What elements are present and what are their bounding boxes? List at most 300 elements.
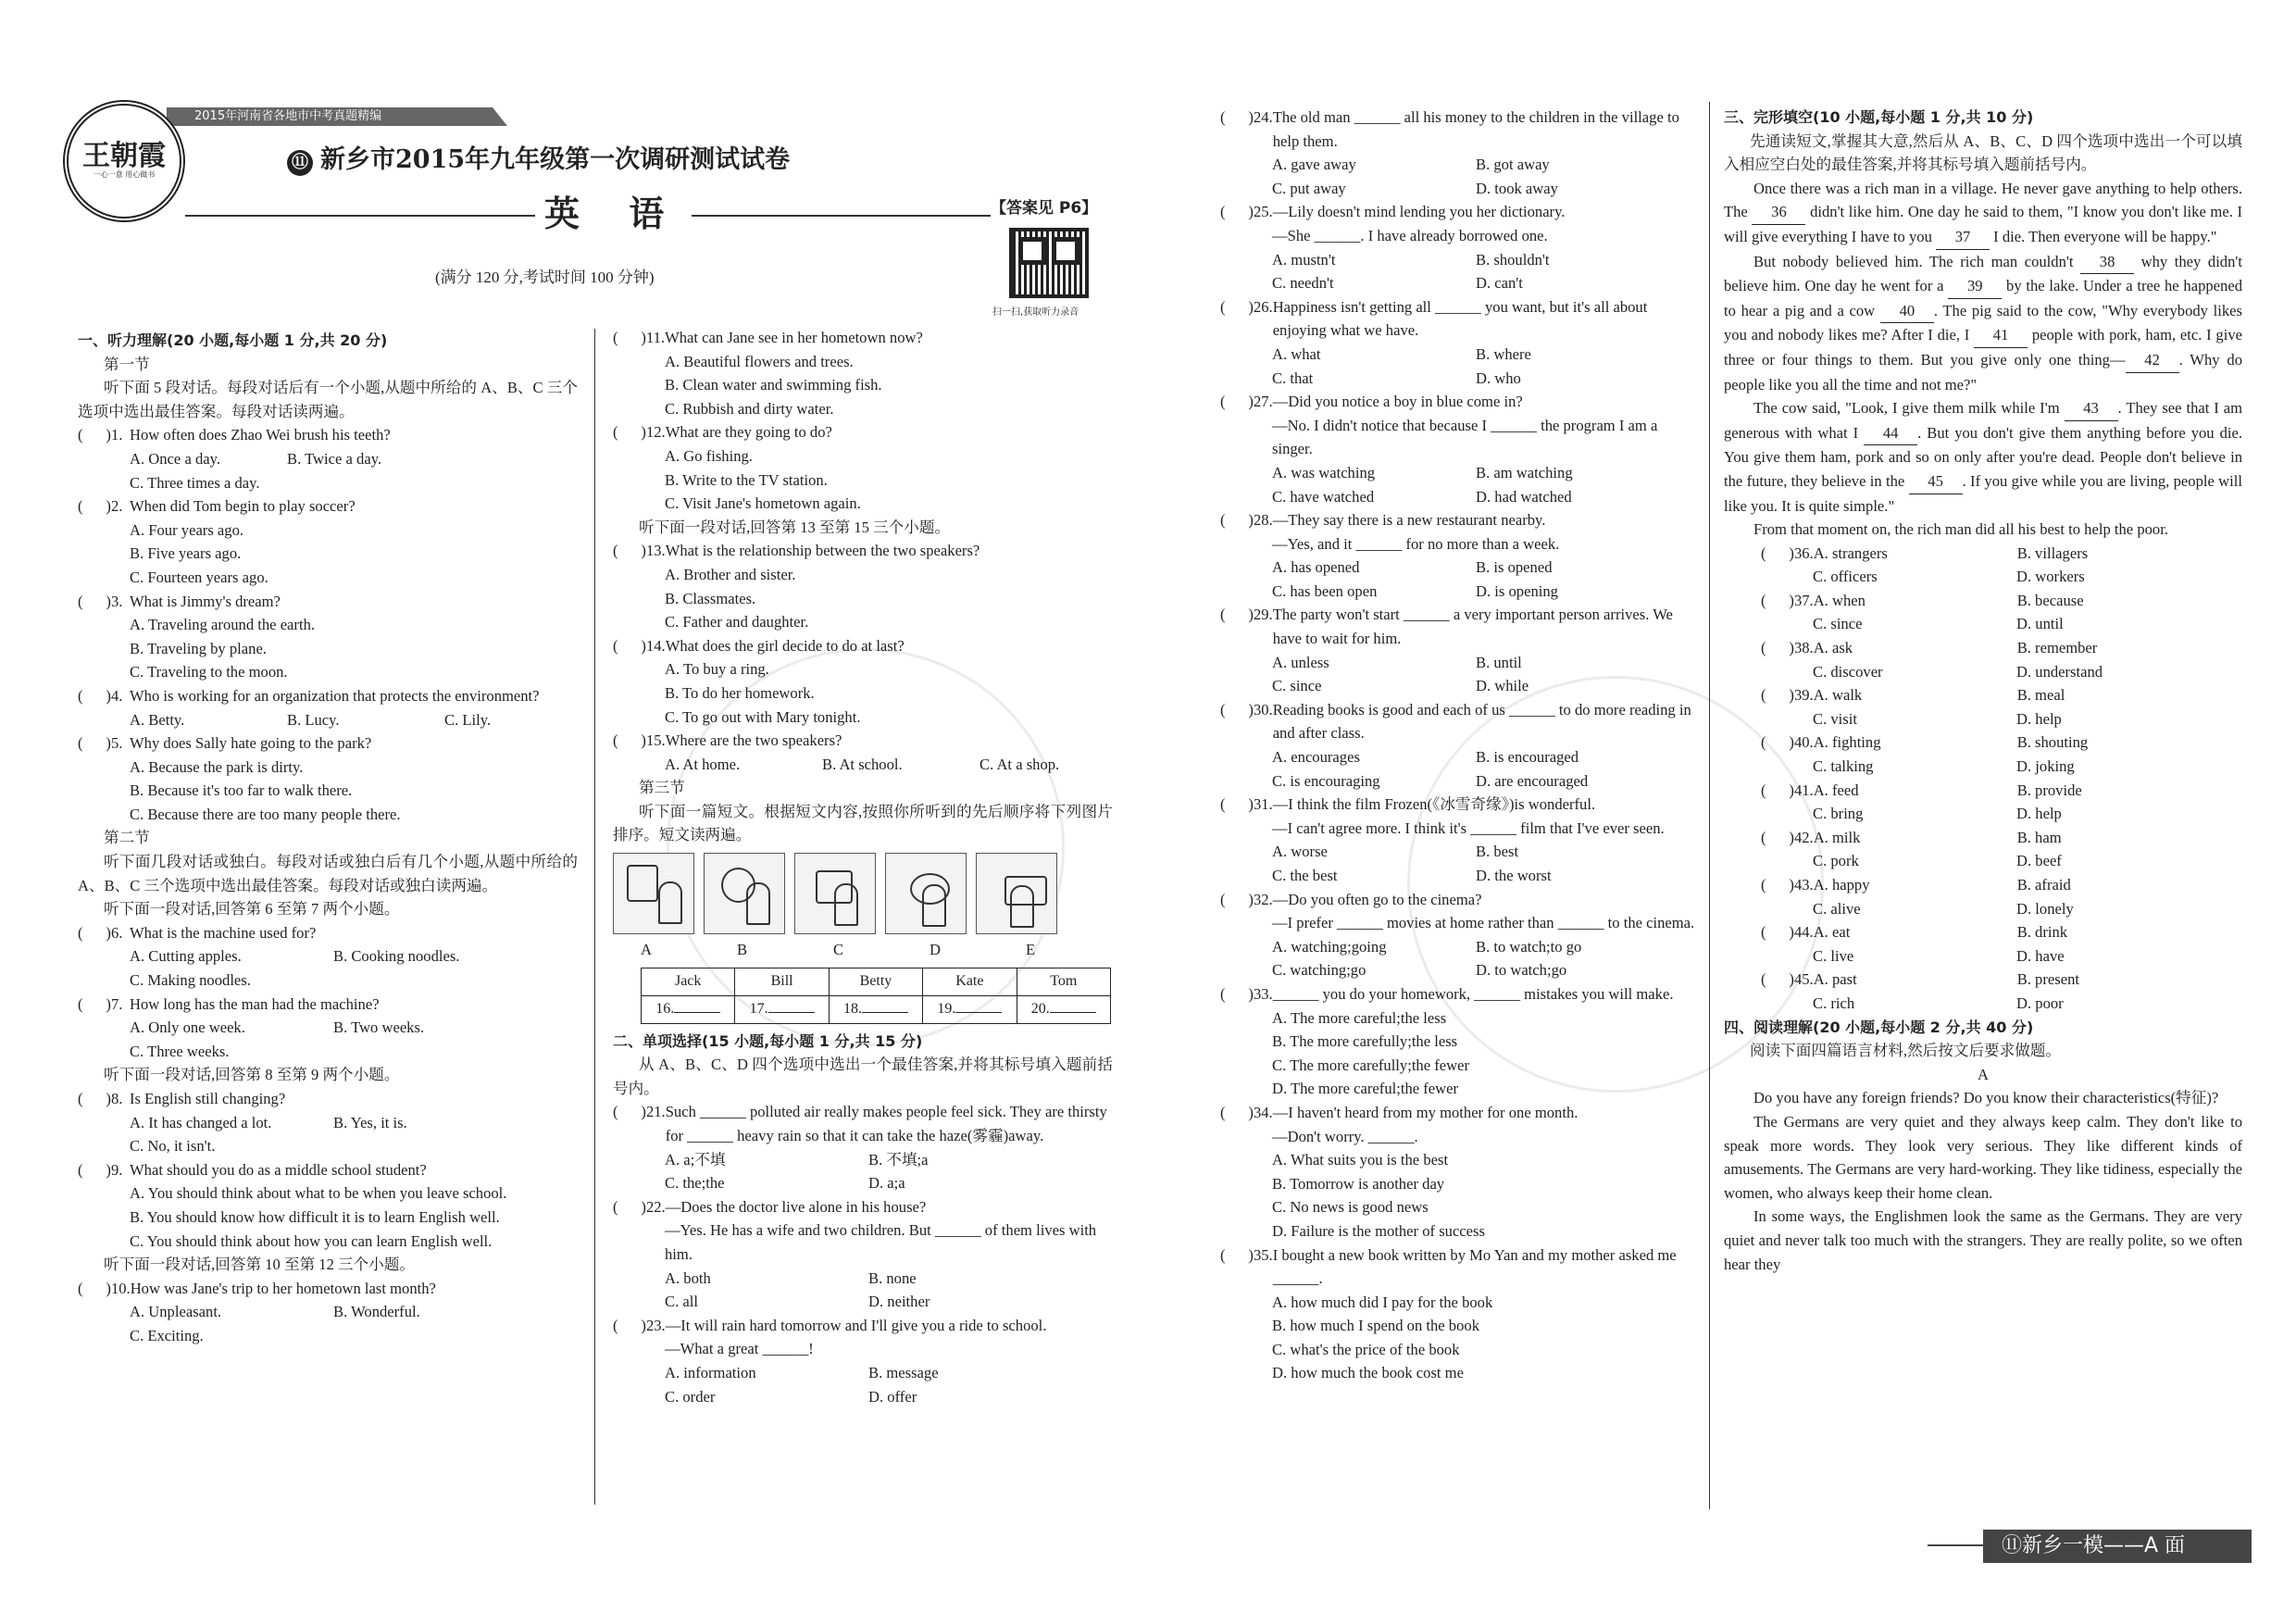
answer-blank-parenthesis[interactable]: ( )43. <box>1761 876 1814 893</box>
listening-picture <box>704 853 785 934</box>
passage-text: . But you don't give them anything before you die. You give them ham, pork and so on only after you're dead. People don't believe in the future, they believe in the <box>1724 423 2242 490</box>
question-item <box>78 1277 578 1301</box>
page-fold-divider <box>1161 102 1162 1509</box>
question-text: What is Jimmy's dream? <box>130 592 281 610</box>
cloze-option-row <box>1761 612 2242 636</box>
qr-caption: 扫一扫,获取听力录音 <box>992 307 1079 318</box>
grid-answer-cell[interactable] <box>1017 995 1110 1023</box>
column-divider <box>1709 102 1710 1509</box>
cloze-option-row <box>1761 920 2242 944</box>
answer-blank-parenthesis[interactable]: ( )41. <box>1761 781 1814 799</box>
answer-blank-parenthesis[interactable]: ( )45. <box>1761 970 1814 989</box>
passage-paragraph: Do you have any foreign friends? Do you know their characteristics(特征)? <box>1753 1089 2219 1107</box>
answer-blank-parenthesis[interactable]: ( )36. <box>1761 544 1814 562</box>
cloze-blank: 40 <box>1880 299 1934 324</box>
question-text: —They say there is a new restaurant nearby. <box>1272 511 1546 530</box>
answer-option: C. the best <box>1272 867 1338 884</box>
answer-blank-parenthesis[interactable]: ( )38. <box>1761 639 1814 657</box>
passage-text: . They see that I am generous with what I <box>1724 399 2242 442</box>
answer-option: C. visit <box>1813 709 1857 728</box>
answer-option-row <box>613 1385 1113 1409</box>
grid-name: Tom <box>1017 968 1110 995</box>
cloze-option-row <box>1761 849 2242 873</box>
question-text: How often does Zhao Wei brush his teeth? <box>130 426 391 444</box>
grid-number: 19. <box>937 1001 956 1018</box>
cloze-option-row <box>1761 542 2242 566</box>
answer-blank-parenthesis[interactable]: ( )30. <box>1220 700 1273 719</box>
passage-paragraph: From that moment on, the rich man did all his best to help the poor. <box>1753 520 2168 539</box>
answer-option: —I prefer ______ movies at home rather than ______ to the cinema. <box>1272 914 1695 932</box>
answer-option: A. At home. <box>665 755 741 773</box>
cloze-option-row <box>1761 731 2242 755</box>
answer-option: C. No news is good news <box>1272 1198 1429 1217</box>
answer-option: B. am watching <box>1476 463 1573 481</box>
answer-option: A. both <box>665 1268 711 1287</box>
answer-option: B. present <box>2016 970 2079 989</box>
answer-blank-parenthesis[interactable]: ( )22. <box>613 1197 666 1216</box>
answer-option-row <box>1220 248 1702 272</box>
question-item <box>1220 390 1702 414</box>
cloze-option-row <box>1761 589 2242 613</box>
answer-option: A. milk <box>1813 828 1861 846</box>
passage-text: The cow said, "Look, I give them milk while I'm <box>1753 399 2065 418</box>
answer-blank-parenthesis[interactable]: ( )44. <box>1761 923 1814 942</box>
question-item <box>1220 982 1702 1006</box>
instruction-text: 听下面一段对话,回答第 10 至第 12 三个小题。 <box>104 1256 416 1274</box>
question-item <box>78 423 578 447</box>
subsection-heading: 第二节 <box>104 829 150 847</box>
column-1 <box>78 329 578 1348</box>
answer-option-row <box>78 1300 578 1324</box>
answer-blank-parenthesis[interactable]: ( )9. <box>78 1160 123 1179</box>
answer-blank-parenthesis[interactable]: ( )3. <box>78 592 123 610</box>
picture-set <box>613 853 1113 962</box>
answer-blank[interactable] <box>862 1012 908 1013</box>
passage-paragraph: The Germans are very quiet and they always keep calm. They don't like to speak more words. They look very serious. They like different kinds of amusements. The Germans are very hard-working. They like tidiness, especially the women, who always keep their home clean. <box>1724 1112 2242 1202</box>
section-heading: 三、完形填空(10 小题,每小题 1 分,共 10 分) <box>1724 108 2034 126</box>
answer-option: C. Fourteen years ago. <box>130 568 268 586</box>
answer-option: B. is opened <box>1476 558 1553 577</box>
answer-option: B. where <box>1476 344 1531 363</box>
question-item <box>1220 1243 1702 1291</box>
answer-blank-parenthesis[interactable]: ( )23. <box>613 1316 666 1334</box>
cloze-option-row <box>1761 707 2242 731</box>
answer-option: A. It has changed a lot. <box>130 1113 272 1131</box>
answer-blank-parenthesis[interactable]: ( )13. <box>613 542 666 560</box>
listening-picture <box>976 853 1057 934</box>
passage-text: didn't like him. One day he said to them, "I know you don't like me. I will give everything I have to you <box>1724 203 2243 245</box>
answer-blank-parenthesis[interactable]: ( )40. <box>1761 733 1814 752</box>
paper-number-badge: ⑪ <box>287 150 313 176</box>
answer-blank[interactable] <box>674 1012 720 1013</box>
grid-number: 18. <box>842 1001 862 1018</box>
passage-text: why they didn't believe him. One day he went for a <box>1724 252 2242 295</box>
answer-option: B. Twice a day. <box>287 449 382 468</box>
grid-number: 20. <box>1030 1001 1050 1018</box>
question-text: —Does the doctor live alone in his house? <box>665 1197 927 1216</box>
answer-option-row <box>613 1267 1113 1291</box>
question-item <box>613 1100 1113 1147</box>
passage-text: by the lake. Under a tree he happened to hear a pig and a cow <box>1724 277 2243 319</box>
answer-option: A. The more careful;the less <box>1272 1008 1447 1027</box>
answer-option-row <box>1220 580 1702 604</box>
qr-code-icon[interactable] <box>1009 228 1089 298</box>
page-title: ⑪ 新乡市2015年九年级第一次调研测试试卷 <box>287 139 790 176</box>
picture-letter: B <box>737 941 748 959</box>
answer-option: D. how much the book cost me <box>1272 1364 1464 1382</box>
answer-option: A. ask <box>1813 639 1853 657</box>
instruction-text: 阅读下面四篇语言材料,然后按文后要求做题。 <box>1750 1042 2062 1060</box>
question-text: —I think the film Frozen(《冰雪奇缘》)is wonderful. <box>1272 795 1596 814</box>
answer-blank-parenthesis[interactable]: ( )24. <box>1220 108 1273 126</box>
question-item <box>613 729 1113 753</box>
answer-blank[interactable] <box>768 1012 815 1013</box>
answer-blank-parenthesis[interactable] <box>1761 565 1813 589</box>
answer-blank-parenthesis[interactable] <box>1761 707 1813 731</box>
answer-option: A. Brother and sister. <box>665 565 796 583</box>
answer-option: C. all <box>665 1293 698 1311</box>
answer-option: B. Cooking noodles. <box>333 947 460 966</box>
column-divider <box>594 329 595 1505</box>
answer-option: B. 不填;a <box>868 1150 929 1168</box>
answer-option: C. The more carefully;the fewer <box>1272 1056 1470 1074</box>
answer-option: B. Clean water and swimming fish. <box>665 376 882 394</box>
answer-option: B. Write to the TV station. <box>665 470 828 489</box>
answer-option-row <box>1220 958 1702 982</box>
column-2 <box>613 326 1113 1408</box>
answer-blank-parenthesis[interactable] <box>1761 802 1813 826</box>
answer-option: C. since <box>1813 615 1863 633</box>
cloze-option-row <box>1761 779 2242 803</box>
answer-option-row <box>78 1016 578 1040</box>
passage-text: I die. Then everyone will be happy." <box>1990 227 2217 245</box>
answer-option: D. The more careful;the fewer <box>1272 1080 1459 1098</box>
answer-option: B. meal <box>2016 686 2065 705</box>
grid-name: Bill <box>735 968 829 995</box>
answer-option: C. live <box>1813 946 1854 965</box>
question-text: Is English still changing? <box>130 1090 286 1107</box>
answer-blank-parenthesis[interactable]: ( )29. <box>1220 606 1273 624</box>
question-text: Why does Sally hate going to the park? <box>130 734 372 753</box>
answer-blank-parenthesis[interactable]: ( )35. <box>1220 1245 1273 1264</box>
answer-option: C. Lily. <box>444 710 492 729</box>
question-item <box>78 993 578 1017</box>
answer-blank-parenthesis[interactable]: ( )33. <box>1220 984 1273 1003</box>
answer-option-row <box>613 1171 1113 1195</box>
subsection-heading: 第一节 <box>104 355 150 373</box>
answer-option: —I can't agree more. I think it's ______ film that I've ever seen. <box>1272 818 1665 837</box>
instruction-text: 从 A、B、C、D 四个选项中选出一个最佳答案,并将其标号填入题前括号内。 <box>613 1056 1113 1097</box>
question-item <box>1220 106 1702 153</box>
grid-name: Betty <box>829 968 922 995</box>
brand-logo: 王朝霞 一心一意 用心做书 <box>63 100 185 222</box>
passage-label: A <box>1978 1065 1989 1083</box>
answer-blank-parenthesis[interactable] <box>1761 660 1813 684</box>
section-heading: 二、单项选择(15 小题,每小题 1 分,共 15 分) <box>613 1031 923 1050</box>
question-item <box>1220 793 1702 817</box>
answer-option: D. lonely <box>2016 899 2074 918</box>
answer-option-row <box>1220 651 1702 675</box>
answer-option: D. is opening <box>1476 581 1558 600</box>
answer-blank-parenthesis[interactable]: ( )7. <box>78 994 123 1013</box>
answer-blank-parenthesis[interactable]: ( )26. <box>1220 297 1273 316</box>
answer-option: A. To buy a ring. <box>665 660 769 679</box>
answer-option: B. how much I spend on the book <box>1272 1317 1479 1335</box>
question-item <box>78 1087 578 1111</box>
answer-option: B. none <box>868 1268 917 1287</box>
answer-blank-parenthesis[interactable] <box>1761 992 1813 1016</box>
question-text: Who is working for an organization that protects the environment? <box>130 686 540 705</box>
answer-blank-parenthesis[interactable] <box>1761 849 1813 873</box>
answer-option: C. that <box>1272 369 1314 387</box>
answer-option: A. watching;going <box>1272 937 1387 956</box>
answer-option: B. Two weeks. <box>333 1018 425 1037</box>
answer-blank-parenthesis[interactable]: ( )8. <box>78 1090 123 1107</box>
answer-option: D. poor <box>2016 993 2064 1012</box>
answer-option: A. how much did I pay for the book <box>1272 1293 1493 1311</box>
answer-option: B. Five years ago. <box>130 544 242 563</box>
answer-option: C. Three weeks. <box>130 1042 230 1060</box>
instruction-text: 听下面一段对话,回答第 6 至第 7 两个小题。 <box>104 900 400 918</box>
answer-option: D. who <box>1476 369 1521 387</box>
answer-option: A. What suits you is the best <box>1272 1151 1449 1169</box>
passage-text: But nobody believed him. The rich man couldn't <box>1753 252 2081 270</box>
picture-letter: E <box>1026 941 1036 959</box>
passage-text: people with pork, ham, etc. I give three or four things to them. But you give only one thing— <box>1724 326 2243 369</box>
picture-letter: D <box>930 941 941 959</box>
answer-option: C. At a shop. <box>980 755 1060 773</box>
section-heading: 一、听力理解(20 小题,每小题 1 分,共 20 分) <box>78 331 388 349</box>
answer-option: B. Wonderful. <box>333 1303 420 1321</box>
answer-option: C. is encouraging <box>1272 771 1380 790</box>
question-text: The old man ______ all his money to the children in the village to help them. <box>1272 108 1679 150</box>
answer-blank-parenthesis[interactable]: ( )27. <box>1220 393 1273 411</box>
question-text: What is the relationship between the two speakers? <box>665 542 980 560</box>
answer-option: B. got away <box>1476 156 1550 174</box>
answer-blank-parenthesis[interactable]: ( )21. <box>613 1103 666 1121</box>
answer-option: D. help <box>2016 709 2062 728</box>
score-note: (满分 120 分,考试时间 100 分钟) <box>435 269 655 286</box>
answer-blank-parenthesis[interactable]: ( )37. <box>1761 591 1814 609</box>
answer-option-row <box>1220 674 1702 698</box>
answer-option: C. Making noodles. <box>130 971 251 990</box>
listening-picture <box>794 853 876 934</box>
grid-name: Kate <box>923 968 1017 995</box>
cloze-option-row <box>1761 873 2242 897</box>
answer-blank-parenthesis[interactable] <box>1761 897 1813 921</box>
answer-blank-parenthesis[interactable]: ( )1. <box>78 426 123 444</box>
answer-option: C. needn't <box>1272 274 1334 293</box>
answer-blank-parenthesis[interactable]: ( )15. <box>613 731 666 750</box>
answer-option-row <box>1220 153 1702 177</box>
answer-option: C. Three times a day. <box>130 473 260 492</box>
question-text: How long has the man had the machine? <box>130 994 380 1013</box>
answer-option: C. watching;go <box>1272 961 1366 980</box>
passage-text: . The pig said to the cow, "Why everybody likes you and nobody likes me? After I die, I <box>1724 301 2242 344</box>
answer-blank-parenthesis[interactable]: ( )6. <box>78 923 123 942</box>
answer-option: D. can't <box>1476 274 1523 293</box>
answer-option: D. help <box>2016 805 2062 823</box>
answer-option: C. pork <box>1813 852 1859 870</box>
answer-option: C. Father and daughter. <box>665 613 809 631</box>
answer-option: C. bring <box>1813 805 1864 823</box>
answer-option: C. has been open <box>1272 581 1378 600</box>
answer-blank-parenthesis[interactable] <box>1761 944 1813 968</box>
answer-option-row <box>1220 461 1702 485</box>
answer-option: C. put away <box>1272 179 1346 197</box>
answer-option: D. joking <box>2016 757 2075 776</box>
question-item <box>78 921 578 945</box>
question-text: —Lily doesn't mind lending you her dictionary. <box>1272 203 1566 221</box>
question-text: —Did you notice a boy in blue come in? <box>1272 393 1523 411</box>
question-item <box>613 539 1113 563</box>
question-item <box>78 590 578 614</box>
answer-option: D. Failure is the mother of success <box>1272 1221 1485 1240</box>
answer-blank-parenthesis[interactable]: ( )14. <box>613 636 666 655</box>
question-item <box>1220 698 1702 745</box>
answer-option-row <box>1220 367 1702 391</box>
picture-row <box>613 853 1113 938</box>
answer-option: A. what <box>1272 344 1321 363</box>
answer-reference: 【答案见 P6】 <box>991 194 1097 218</box>
answer-option-row <box>613 753 1113 777</box>
subsection-heading: 第三节 <box>639 779 685 797</box>
question-item <box>1220 200 1702 224</box>
answer-blank-parenthesis[interactable]: ( )11. <box>613 329 666 346</box>
question-item <box>78 1158 578 1182</box>
answer-option-row <box>1220 745 1702 769</box>
cloze-option-row <box>1761 897 2242 921</box>
cloze-option-row <box>1761 755 2242 779</box>
answer-blank-parenthesis[interactable]: ( )39. <box>1761 686 1814 705</box>
answer-option-row <box>1220 343 1702 367</box>
answer-blank-parenthesis[interactable]: ( )25. <box>1220 203 1273 221</box>
instruction-text: 听下面一段对话,回答第 13 至第 15 三个小题。 <box>639 518 951 536</box>
answer-blank-parenthesis[interactable]: ( )42. <box>1761 828 1814 846</box>
answer-blank-parenthesis[interactable]: ( )12. <box>613 423 666 442</box>
answer-option: C. talking <box>1813 757 1874 776</box>
cloze-blank: 37 <box>1936 225 1990 250</box>
answer-option: A. when <box>1813 591 1866 609</box>
answer-option: B. Classmates. <box>665 589 756 607</box>
section-heading: 四、阅读理解(20 小题,每小题 2 分,共 40 分) <box>1724 1018 2034 1036</box>
answer-option: D. had watched <box>1476 487 1572 506</box>
answer-option: A. past <box>1813 970 1857 989</box>
answer-blank-parenthesis[interactable] <box>1761 612 1813 636</box>
question-text: What is the machine used for? <box>130 923 317 942</box>
question-text: What can Jane see in her hometown now? <box>665 329 923 346</box>
answer-option: D. while <box>1476 677 1529 695</box>
grid-answer-cell[interactable] <box>735 995 829 1023</box>
answer-blank-parenthesis[interactable]: ( )5. <box>78 734 123 753</box>
answer-blank-parenthesis[interactable]: ( )32. <box>1220 890 1273 908</box>
cloze-option-row <box>1761 992 2242 1016</box>
question-item <box>78 494 578 519</box>
question-item <box>613 1314 1113 1338</box>
answer-option: A. mustn't <box>1272 250 1336 269</box>
answer-option: B. because <box>2016 591 2084 609</box>
answer-option: C. have watched <box>1272 487 1375 506</box>
answer-option-row <box>1220 840 1702 864</box>
question-item <box>613 420 1113 444</box>
answer-option: B. drink <box>2016 923 2068 942</box>
answer-option: B. The more carefully;the less <box>1272 1032 1458 1051</box>
grid-answer-cell[interactable] <box>923 995 1017 1023</box>
answer-option: B. Traveling by plane. <box>130 639 267 657</box>
answer-blank[interactable] <box>955 1012 1002 1013</box>
answer-option: C. order <box>665 1387 716 1406</box>
answer-blank-parenthesis[interactable]: ( )34. <box>1220 1103 1273 1121</box>
answer-option: B. villagers <box>2016 544 2089 562</box>
answer-option: B. ham <box>2016 828 2062 846</box>
picture-letter: A <box>641 941 652 959</box>
answer-blank-parenthesis[interactable]: ( )10. <box>78 1279 131 1297</box>
answer-option: A. eat <box>1813 923 1851 942</box>
answer-option: B. remember <box>2016 639 2098 657</box>
answer-option: D. to watch;go <box>1476 961 1567 980</box>
answer-blank[interactable] <box>1050 1012 1096 1013</box>
grid-name: Jack <box>642 968 735 995</box>
grid-answer-cell[interactable] <box>642 995 735 1023</box>
cloze-blank: 45 <box>1909 469 1963 494</box>
answer-option: A. Beautiful flowers and trees. <box>665 352 854 370</box>
question-text: Happiness isn't getting all ______ you want, but it's all about enjoying what we have. <box>1272 297 1648 340</box>
cloze-blank: 43 <box>2065 396 2118 421</box>
answer-option: C. To go out with Mary tonight. <box>665 707 861 726</box>
answer-option: A. Traveling around the earth. <box>130 616 316 634</box>
question-item <box>78 684 578 708</box>
answer-option: A. gave away <box>1272 156 1356 174</box>
answer-option-row <box>613 1290 1113 1314</box>
answer-blank-parenthesis[interactable] <box>1761 755 1813 779</box>
answer-option: B. To do her homework. <box>665 683 815 702</box>
answer-blank-parenthesis[interactable]: ( )2. <box>78 497 123 516</box>
answer-option: B. Lucy. <box>287 710 340 729</box>
passage-text: Once there was a rich man in a village. He never gave anything to help others. The <box>1724 179 2242 221</box>
question-text: Such ______ polluted air really makes people feel sick. They are thirsty for ______ heavy rain so that it can take the haze(雾霾)away. <box>665 1103 1107 1145</box>
question-text: I bought a new book written by Mo Yan and my mother asked me ______. <box>1272 1245 1677 1288</box>
answer-option: D. neither <box>868 1293 930 1311</box>
picture-labels <box>613 938 1113 962</box>
answer-option-row <box>78 1111 578 1135</box>
question-item <box>78 731 578 756</box>
question-text: —It will rain hard tomorrow and I'll give you a ride to school. <box>665 1316 1047 1334</box>
answer-blank-parenthesis[interactable]: ( )4. <box>78 686 123 705</box>
answer-option: C. rich <box>1813 993 1855 1012</box>
picture-letter: C <box>833 941 844 959</box>
answer-blank-parenthesis[interactable]: ( )31. <box>1220 795 1273 814</box>
question-text: Where are the two speakers? <box>665 731 842 750</box>
listening-picture <box>885 853 967 934</box>
column-3 <box>1220 106 1702 1385</box>
answer-option: B. You should know how difficult it is to learn English well. <box>130 1207 500 1226</box>
answer-option: B. At school. <box>822 755 903 773</box>
answer-option: C. No, it isn't. <box>130 1137 216 1156</box>
answer-option: —No. I didn't notice that because I ______ the program I am a singer. <box>1272 416 1658 458</box>
question-item <box>613 1195 1113 1219</box>
answer-option: B. until <box>1476 653 1522 671</box>
cloze-blank: 41 <box>1974 323 2028 348</box>
instruction-text: 听下面一段对话,回答第 8 至第 9 两个小题。 <box>104 1066 400 1084</box>
answer-option: B. is encouraged <box>1476 748 1579 767</box>
question-item <box>1220 603 1702 650</box>
answer-option: B. message <box>868 1363 939 1381</box>
grid-answer-cell[interactable] <box>829 995 922 1023</box>
answer-option-row <box>1220 556 1702 580</box>
cloze-paragraph <box>1724 177 2242 250</box>
answer-blank-parenthesis[interactable]: ( )28. <box>1220 511 1273 530</box>
answer-option: A. strangers <box>1813 544 1888 562</box>
